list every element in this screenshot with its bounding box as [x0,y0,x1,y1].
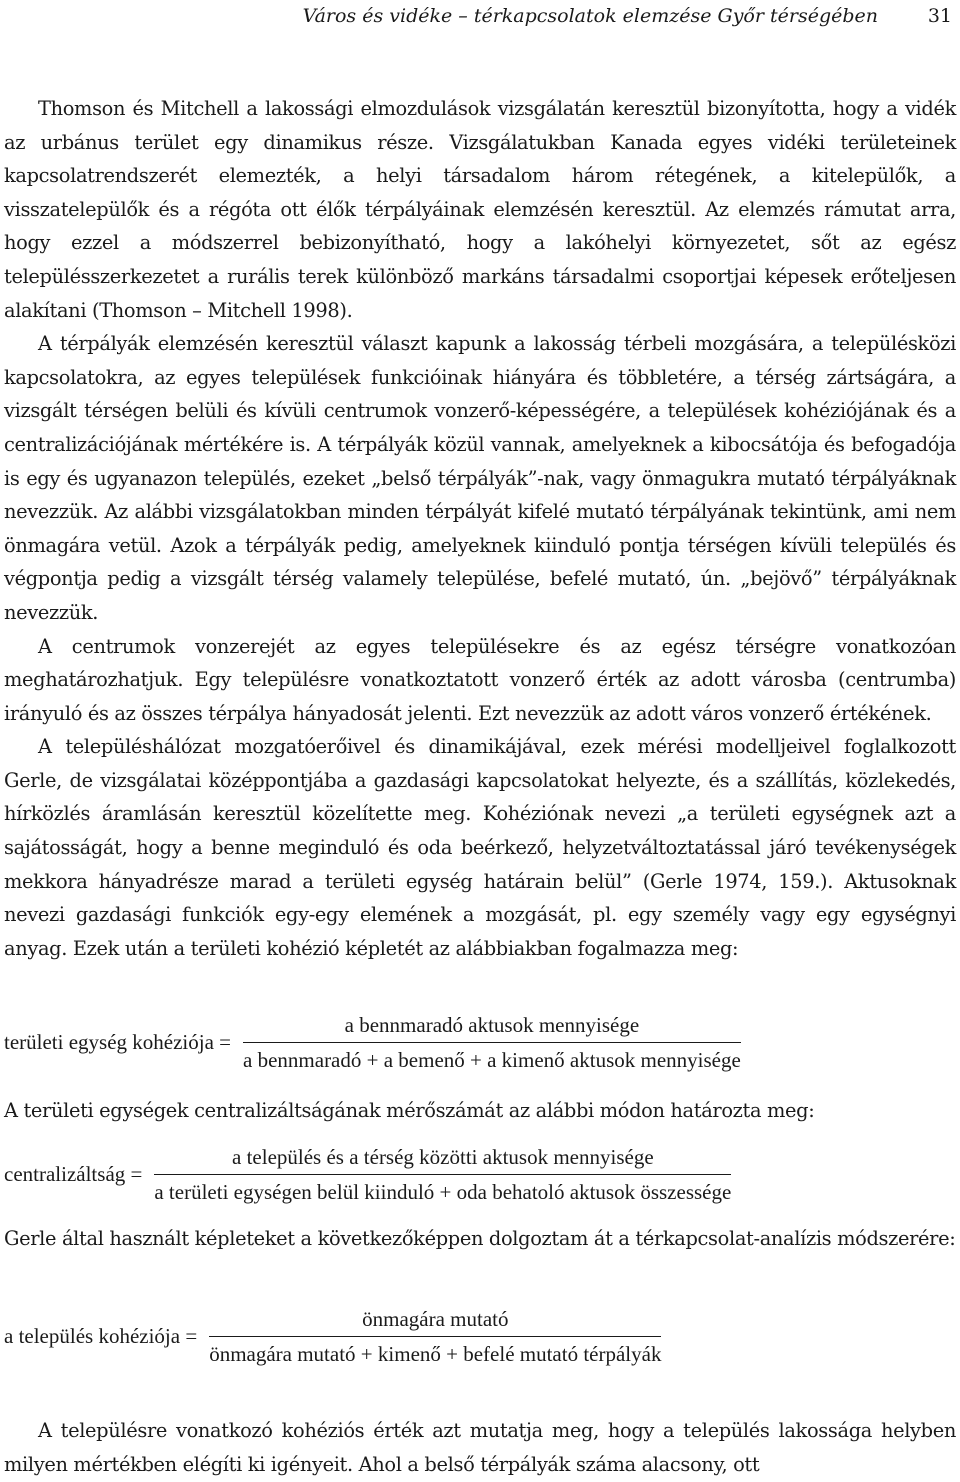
fraction [209,1306,661,1367]
running-head [0,4,960,28]
paragraph-thomson-mitchell: Thomson és Mitchell a lakossági elmozdulások vizsgálatán keresztül bizonyította, hogy a vidék az urbánus terület egy dinamikus része. Vizsgálatukban Kanada egyes vidéki területeinek kapcsolatrendszerét elemezték, a helyi társadalom három rétegének, a kitelepülők, a visszatelepülők és a régóta ott élők térpályáinak elemzésén keresztül. Az elemzés rámutat arra, hogy ezzel a módszerrel bebizonyítható, hogy a lakóhelyi környezetet, sőt az egész településszerkezetet a rurális terek különböző markáns társadalmi csoportjai képesek erőteljesen alakítani (Thomson – Mitchell 1998). [4,97,956,322]
formula-centralizaltsag [4,1144,731,1205]
paragraph-centralizaltsag-intro: A területi egységek centralizáltságának mérőszámát az alábbi módon határozta meg: [4,1099,815,1122]
fraction-denominator: önmagára mutató + kimenő + befelé mutató térpályák [209,1342,662,1366]
body-text [4,92,956,965]
formula-telepules-kohezio [4,1306,661,1367]
formula-label: területi egység kohéziója = [4,1030,232,1054]
paragraph-gerle-atdolgozas: Gerle által használt képleteket a következőképpen dolgoztam át a térkapcsolat-analízis módszerére: [4,1227,956,1250]
formula-label: a település kohéziója = [4,1324,198,1348]
page-number: 31 [927,5,952,27]
fraction-denominator: a bennmaradó + a bemenő + a kimenő aktusok mennyisége [243,1048,741,1072]
running-title: Város és vidéke – térkapcsolatok elemzése Győr térségében [302,5,878,27]
paragraph-terpalyak: A térpályák elemzésén keresztül választ kapunk a lakosság térbeli mozgására, a településközi kapcsolatokra, az egyes települések funkcióinak hiányára és többletére, a térség zártságára, a vizsgált térségen belüli és kívüli centrumok vonzerő-képességére, a települések kohéziójának és a centralizációjának mértékére is. A térpályák közül vannak, amelyeknek a kibocsátója és befogadója is egy és ugyanazon település, ezeket „belső térpályák”-nak, vagy önmagukra mutató térpályáknak nevezzük. Az alábbi vizsgálatokban minden térpályát kifelé mutató térpályának tekintünk, ami nem önmagára vetül. Azok a térpályák pedig, amelyeknek kiinduló pontja térségen kívüli település és végpontja pedig a vizsgált térség valamely települése, befelé mutató, ún. „bejövő” térpályáknak nevezzük. [4,332,956,624]
fraction [154,1144,731,1205]
fraction-denominator: a területi egységen belül kiinduló + oda behatoló aktusok összessége [154,1180,732,1204]
fraction-numerator: önmagára mutató [362,1307,509,1331]
fraction [243,1012,741,1073]
paragraph-gerle: A településhálózat mozgatóerőivel és dinamikájával, ezek mérési modelljeivel foglalkozott Gerle, de vizsgálatai középpontjába a gazdasági kapcsolatokat helyezte, és a szállítás, közlekedés, hírközlés áramlásán keresztül közelítette meg. Kohéziónak nevezi „a területi egységnek azt a sajátosságát, hogy a benne meginduló és oda beérkező, helyzetváltoztatással járó tevékenységek mekkora hányadrésze marad a területi egység határain belül” (Gerle 1974, 159.). Aktusoknak nevezi gazdasági funkciók egy-egy elemének a mozgását, pl. egy személy vagy egy egységnyi anyag. Ezek után a területi kohézió képletét az alábbiakban fogalmazza meg: [4,735,956,960]
paragraph-kohezios-ertek: A településre vonatkozó kohéziós érték azt mutatja meg, hogy a település lakossága helyben milyen mértékben elégíti ki igényeit. Ahol a belső térpályák száma alacsony, ott [4,1419,956,1476]
fraction-numerator: a település és a térség közötti aktusok mennyisége [232,1145,654,1169]
fraction-numerator: a bennmaradó aktusok mennyisége [344,1013,640,1037]
formula-teruleti-kohezio [4,1012,741,1073]
formula-label: centralizáltság = [4,1162,143,1186]
paragraph-centrumok: A centrumok vonzerejét az egyes településekre és az egész térségre vonatkozóan meghatározhatjuk. Egy településre vonatkoztatott vonzerő érték az adott városba (centrumba) irányuló és az összes térpálya hányadosát jelenti. Ezt nevezzük az adott város vonzerő értékének. [4,634,956,725]
